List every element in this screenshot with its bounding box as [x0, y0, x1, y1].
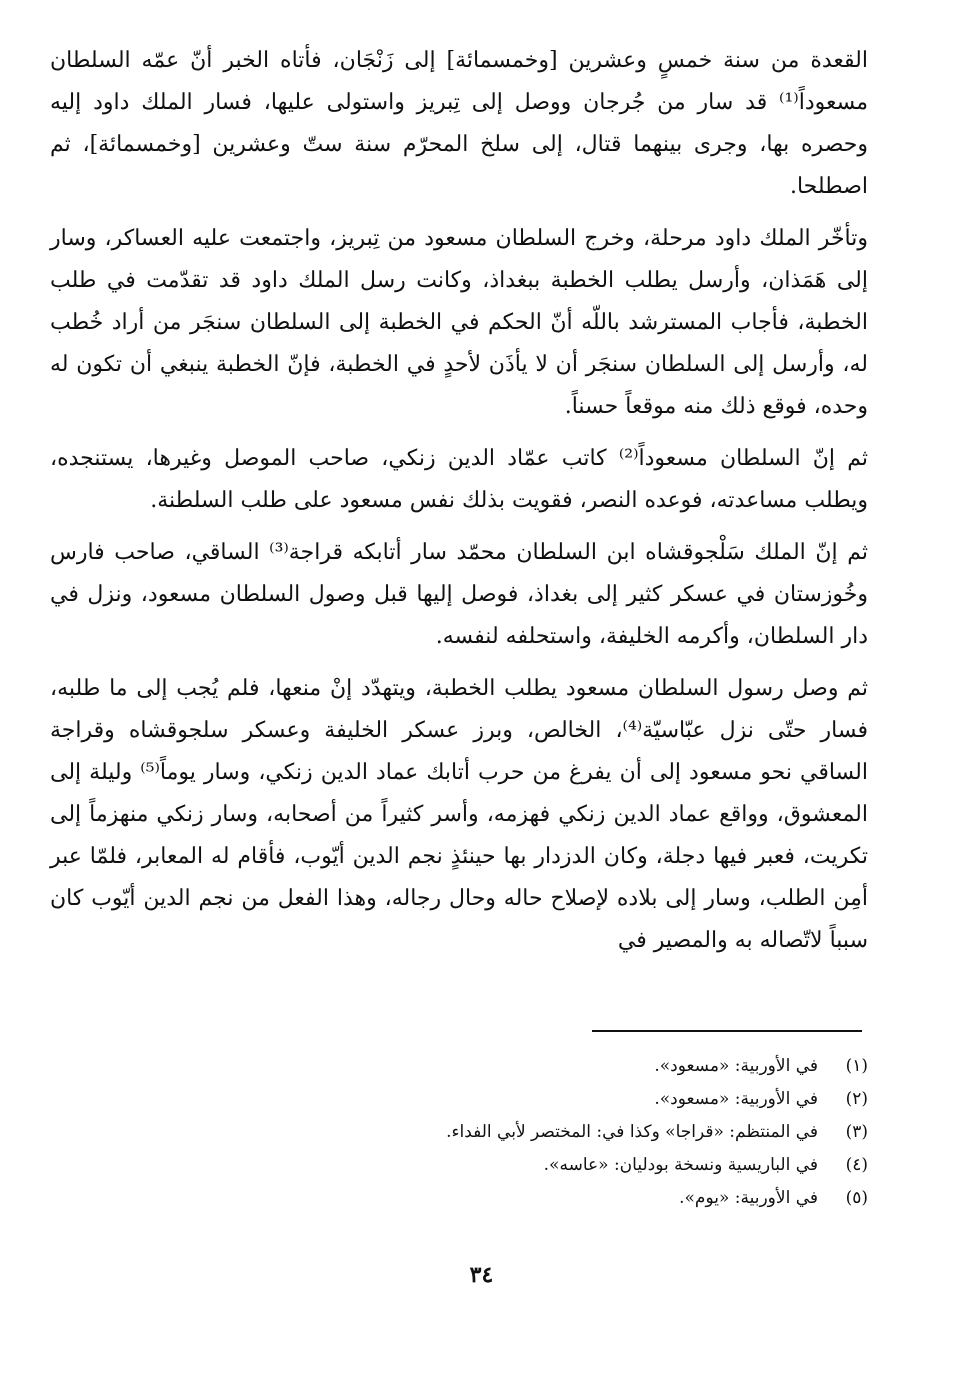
paragraph-5: ثم وصل رسول السلطان مسعود يطلب الخطبة، ويتهدّد إنْ منعها، فلم يُجب إلى ما طلبه، فسار حتّى نزل عبّاسيّة⁽⁴⁾، الخالص، وبرز عسكر الخليفة وعسكر سلجوقشاه وقراجة الساقي نحو مسعود إلى أن يفرغ من حرب أتابك عماد الدين زنكي، وسار يوماً⁽⁵⁾ وليلة إلى المعشوق، وواقع عماد الدين زنكي فهزمه، وأسر كثيراً من أصحابه، وسار زنكي منهزماً إلى تكريت، فعبر فيها دجلة، وكان الدزدار بها حينئذٍ نجم الدين أيّوب، فأقام له المعابر، فلمّا عبر أمِن الطلب، وسار إلى بلاده لإصلاح حاله وحال رجاله، وهذا الفعل من نجم الدين أيّوب كان سبباً لاتّصاله به والمصير في: [50, 676, 869, 953]
footnote-divider: [592, 1030, 862, 1032]
footnote-text: في المنتظم: «قراجا» وكذا في: المختصر لأبي الفداء.: [446, 1122, 818, 1142]
paragraph-2: وتأخّر الملك داود مرحلة، وخرج السلطان مسعود من تِبريز، واجتمعت عليه العساكر، وسار إلى هَمَذان، وأرسل يطلب الخطبة ببغداذ، وكانت رسل الملك داود قد تقدّمت في طلب الخطبة، فأجاب المسترشد باللّه أنّ الحكم في الخطبة إلى السلطان سنجَر من أراد خُطب له، وأرسل إلى السلطان سنجَر أن لا يأذَن لأحدٍ في الخطبة، فإنّ الخطبة ينبغي أن تكون له وحده، فوقع ذلك منه موقعاً حسناً.: [50, 226, 868, 419]
paragraph-3: ثم إنّ السلطان مسعوداً⁽²⁾ كاتب عمّاد الدين زنكي، صاحب الموصل وغيرها، يستنجده، ويطلب مساعدته، فوعده النصر، فقويت بذلك نفس مسعود على طلب السلطنة.: [50, 446, 868, 513]
page-number: ٣٤: [469, 1262, 494, 1288]
footnote-text: في الأوربية: «مسعود».: [654, 1056, 818, 1076]
paragraph-1: القعدة من سنة خمسٍ وعشرين [وخمسمائة] إلى زَنْجَان، فأتاه الخبر أنّ عمّه السلطان مسعوداً⁽¹⁾ قد سار من جُرجان ووصل إلى تِبريز واستولى عليها، فسار الملك داود إليه وحصره بها، وجرى بينهما قتال، إلى سلخ المحرّم سنة ستّ وعشرين [وخمسمائة]، ثم اصطلحا.: [50, 48, 868, 199]
footnote-item: [300, 1182, 868, 1215]
footnote-number: (٥): [845, 1188, 868, 1208]
footnote-number: (٣): [845, 1122, 868, 1142]
paragraph-4: ثم إنّ الملك سَلْجوقشاه ابن السلطان محمّد سار أتابكه قراجة⁽³⁾ الساقي، صاحب فارس وخُوزستان في عسكر كثير إلى بغداذ، فوصل إليها قبل وصول السلطان مسعود، ونزل في دار السلطان، وأكرمه الخليفة، واستحلفه لنفسه.: [50, 540, 868, 649]
footnotes: [300, 1050, 868, 1215]
main-text: [50, 40, 868, 972]
footnote-text: في الباريسية ونسخة بودليان: «عاسه».: [543, 1155, 818, 1175]
footnote-text: في الأوربية: «مسعود».: [654, 1089, 818, 1109]
footnote-number: (١): [845, 1056, 868, 1076]
footnote-number: (٢): [845, 1089, 868, 1109]
footnote-item: [300, 1116, 868, 1149]
footnote-item: [300, 1149, 868, 1182]
footnote-item: [300, 1050, 868, 1083]
footnote-item: [300, 1083, 868, 1116]
footnote-text: في الأوربية: «يوم».: [679, 1188, 818, 1208]
footnote-number: (٤): [845, 1155, 868, 1175]
